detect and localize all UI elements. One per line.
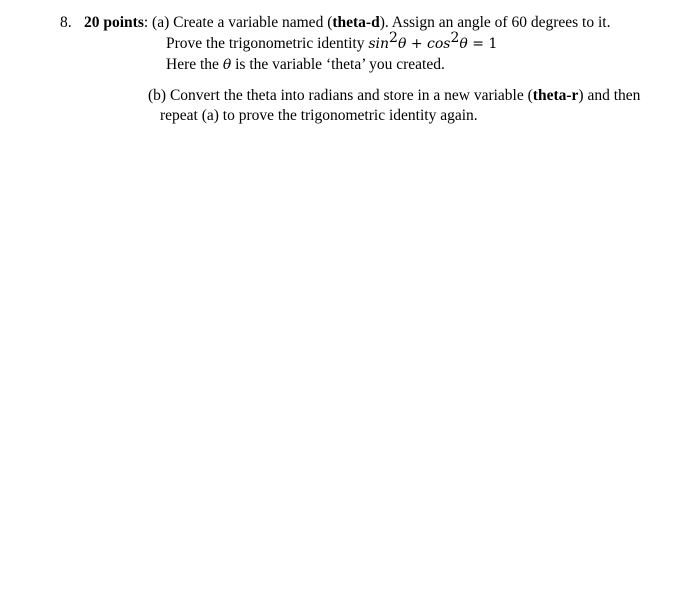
part-b-post: ) and then [578,87,641,104]
cos-function: cos [427,36,451,52]
points-label: 20 points [84,14,144,31]
plus-sign: + [406,36,428,52]
part-a-after-var: ). Assign an angle of 60 degrees to it. [379,14,611,31]
theta-symbol-3: θ [222,57,232,73]
here-post: is the variable ‘theta’ you created. [231,56,445,73]
here-pre: Here the [166,56,223,73]
theta-symbol-2: θ [459,36,468,52]
sin-function: sin [368,36,390,52]
question-number: 8. [60,14,72,31]
question-line-3 [166,55,445,75]
part-b-line-1 [148,86,640,106]
sin-exponent: 2 [389,29,398,46]
part-b-line-2-text: repeat (a) to prove the trigonometric identity again. [160,107,478,124]
equals-one: = 1 [467,36,498,52]
variable-name-theta-d: theta-d [332,14,380,31]
question-line-1 [60,13,610,33]
part-b-pre: (b) Convert the theta into radians and store in a new variable ( [148,87,533,104]
question-line-2 [166,29,498,54]
part-a-intro: : (a) Create a variable named ( [143,14,333,31]
variable-name-theta-r: theta-r [532,87,579,104]
prove-text: Prove the trigonometric identity [166,35,369,52]
identity-formula [368,29,498,52]
theta-symbol-1: θ [397,36,407,52]
part-b-line-2 [160,106,478,126]
cos-exponent: 2 [450,29,460,46]
